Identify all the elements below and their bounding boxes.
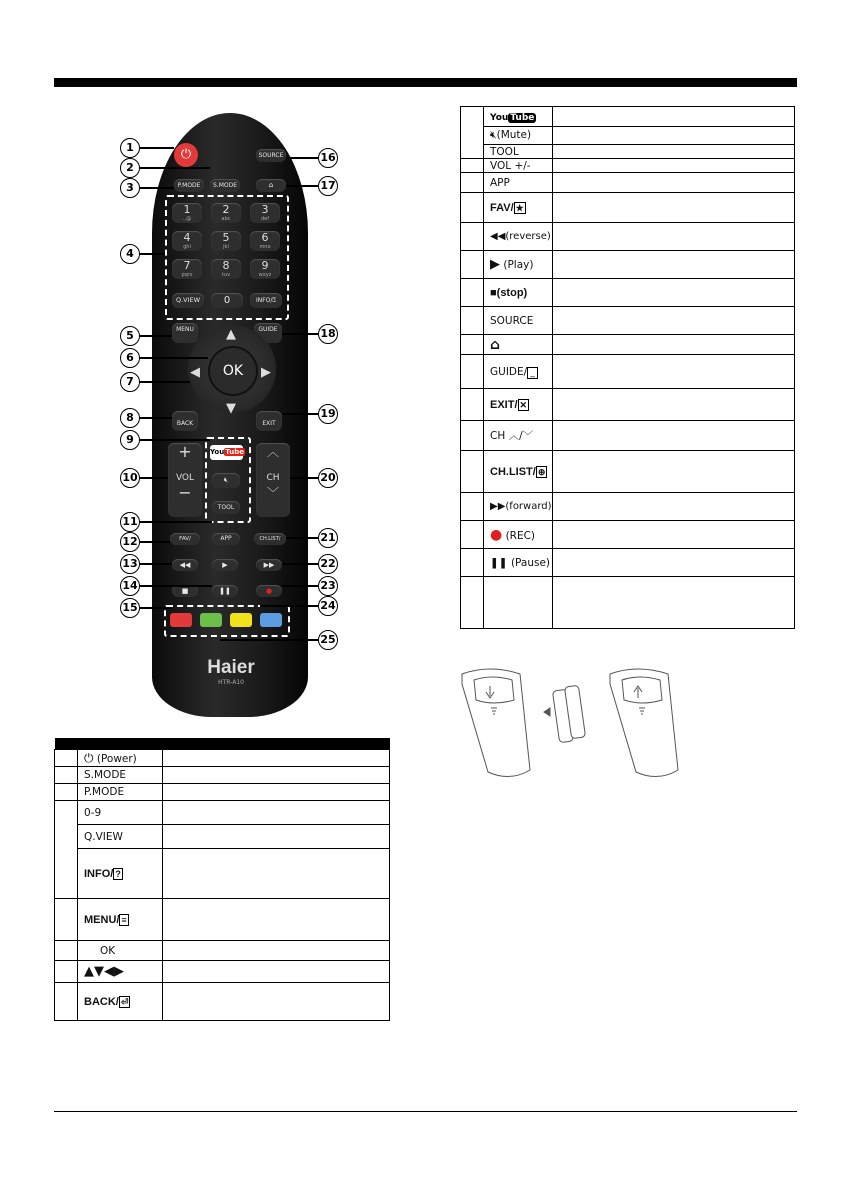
fav-button: FAV/ <box>170 533 200 545</box>
number-letters: mno <box>259 244 271 250</box>
number-letters: wxyz <box>258 272 272 278</box>
row-label: CH.LIST/ <box>490 465 536 478</box>
number-digit: 5 <box>222 231 230 244</box>
row-label: S.MODE <box>78 767 163 784</box>
callout-number: 13 <box>120 554 140 574</box>
callout-number: 4 <box>120 244 140 264</box>
table-row <box>461 127 795 145</box>
row-label: (Play) <box>503 259 534 271</box>
callout-leader-line <box>140 417 172 419</box>
callout-number: 17 <box>318 176 338 196</box>
zero-button: 0 <box>211 293 243 308</box>
callout-leader-line <box>140 439 210 441</box>
fast-forward-icon: ▶▶ <box>263 561 275 569</box>
table-row <box>461 355 795 389</box>
row-label: (stop) <box>496 286 528 299</box>
number-letters: abc <box>221 216 231 222</box>
mute-icon: 🔇︎ <box>223 476 229 484</box>
callout-leader-line <box>140 253 165 255</box>
tool-button: TOOL <box>212 501 240 514</box>
row-label: (Mute) <box>496 129 532 141</box>
callout-number: 15 <box>120 598 140 618</box>
row-label: BACK/ <box>84 995 119 1008</box>
callout-number: 7 <box>120 372 140 392</box>
number-digit: 8 <box>222 259 230 272</box>
callout-leader-line <box>140 477 168 479</box>
stop-button <box>172 585 198 597</box>
table-row <box>461 145 795 159</box>
callout-number: 10 <box>120 468 140 488</box>
ch-up-down-icon: ︿/﹀ <box>508 430 534 442</box>
table-row <box>461 493 795 521</box>
callout-leader-line <box>140 563 172 565</box>
number-digit: 6 <box>261 231 269 244</box>
callout-leader-line <box>282 563 318 565</box>
home-button <box>256 179 286 192</box>
mute-icon: 🔇︎ <box>490 129 497 141</box>
chlist-button: CH.LIST/ <box>254 533 286 545</box>
number-button <box>172 259 202 279</box>
table-row <box>461 335 795 355</box>
number-digit: 2 <box>222 203 230 216</box>
table-row <box>55 750 390 767</box>
arrow-up-icon: ▲ <box>226 327 236 342</box>
callout-leader-line <box>290 477 318 479</box>
callout-number: 6 <box>120 348 140 368</box>
table-row <box>461 159 795 173</box>
table-row <box>55 767 390 784</box>
callout-leader-line <box>286 157 318 159</box>
number-digit: 9 <box>261 259 269 272</box>
guide-button: GUIDE <box>254 323 282 343</box>
table-row <box>461 421 795 451</box>
color-button <box>230 613 252 627</box>
callout-number: 8 <box>120 408 140 428</box>
batteries <box>544 685 586 742</box>
table-row <box>461 521 795 549</box>
record-icon: ● <box>265 587 273 595</box>
number-button <box>250 203 280 223</box>
remote-back-closed <box>610 669 678 777</box>
color-button <box>260 613 282 627</box>
callout-number: 5 <box>120 326 140 346</box>
stop-icon: ■ <box>490 286 497 299</box>
exit-button: EXIT <box>256 411 282 431</box>
callout-number: 21 <box>318 528 338 548</box>
rec-button <box>256 585 282 597</box>
number-letters: tuv <box>221 272 231 278</box>
number-digit: 4 <box>183 231 191 244</box>
source-button: SOURCE <box>256 149 286 162</box>
row-label: Q.VIEW <box>78 825 163 849</box>
number-letters: def <box>260 216 269 222</box>
callout-leader-line <box>140 381 190 383</box>
number-letters: ghi <box>183 244 191 250</box>
number-button <box>211 259 241 279</box>
callout-number: 19 <box>318 404 338 424</box>
row-label: (Pause) <box>510 556 551 569</box>
table-row <box>461 389 795 421</box>
table-row <box>461 279 795 307</box>
header-bar <box>54 78 797 87</box>
callout-number: 1 <box>120 138 140 158</box>
youtube-icon: You Tube <box>490 112 535 123</box>
table-row <box>55 825 390 849</box>
arrow-down-icon: ▼ <box>226 401 236 416</box>
brand-logo: Haier <box>207 657 255 678</box>
callout-leader-line <box>220 639 318 641</box>
callout-number: 24 <box>318 596 338 616</box>
fav-box-icon: ★ <box>515 202 524 213</box>
table-header <box>55 738 390 750</box>
record-icon: ● <box>490 526 503 543</box>
left-function-table <box>54 738 390 1021</box>
color-button <box>170 613 192 627</box>
play-icon: ▶ <box>490 257 500 272</box>
power-button: ⏻ <box>174 143 198 167</box>
pause-icon: ❚❚ <box>490 556 508 569</box>
footer-rule <box>54 1111 797 1112</box>
number-button <box>172 203 202 223</box>
number-button <box>211 231 241 251</box>
right-function-table <box>460 106 795 629</box>
youtube-button: YouTube <box>210 445 243 460</box>
pause-button <box>212 585 238 597</box>
callout-number: 14 <box>120 576 140 596</box>
table-row <box>461 107 795 127</box>
table-row <box>461 451 795 493</box>
ch-label: CH <box>266 473 280 483</box>
callout-number: 9 <box>120 430 140 450</box>
callout-leader-line <box>260 605 318 607</box>
callout-leader-line <box>286 185 318 187</box>
table-row <box>461 577 795 629</box>
arrow-keys-icon: ▲▼◀▶ <box>78 961 163 983</box>
callout-leader-line <box>282 413 318 415</box>
callout-number: 23 <box>318 576 338 596</box>
callout-leader-line <box>140 357 208 359</box>
callout-leader-line <box>282 585 318 587</box>
number-digit: 1 <box>183 203 191 216</box>
pause-icon: ❚❚ <box>219 587 231 595</box>
back-button: BACK <box>172 411 198 431</box>
callout-leader-line <box>140 335 172 337</box>
table-row <box>55 899 390 941</box>
number-button <box>172 231 202 251</box>
row-label: EXIT/ <box>490 398 518 411</box>
row-label: FAV/ <box>490 201 514 214</box>
table-row <box>55 983 390 1021</box>
info-box-icon: ? <box>115 868 121 879</box>
remote-back-open <box>462 669 530 777</box>
pmode-button: P.MODE <box>174 179 204 192</box>
number-digit: 7 <box>183 259 191 272</box>
callout-leader-line <box>140 187 174 189</box>
remote-illustration <box>110 105 410 725</box>
row-label: INFO/ <box>84 867 114 880</box>
color-button <box>200 613 222 627</box>
row-label: SOURCE <box>484 307 553 335</box>
row-label: P.MODE <box>78 784 163 801</box>
callout-number: 25 <box>318 630 338 650</box>
vol-rocker: + VOL − <box>168 443 202 517</box>
number-button <box>250 259 280 279</box>
row-label: (forward) <box>505 501 552 512</box>
menu-button: MENU <box>172 323 198 343</box>
row-label: (REC) <box>505 529 536 542</box>
fast-forward-icon: ▶▶ <box>490 501 506 512</box>
table-row <box>55 941 390 961</box>
battery-installation-illustration <box>460 660 700 780</box>
forward-button <box>256 559 282 571</box>
table-row <box>461 173 795 193</box>
arrow-right-icon: ▶ <box>261 365 271 380</box>
model-label: HTR-A10 <box>218 679 244 686</box>
callout-leader-line <box>282 333 318 335</box>
number-letters: jkl <box>223 244 229 250</box>
row-label: CH <box>490 430 506 442</box>
callout-number: 12 <box>120 532 140 552</box>
callout-number: 22 <box>318 554 338 574</box>
exit-box-icon: ✕ <box>519 399 528 410</box>
table-row <box>55 961 390 983</box>
callout-number: 11 <box>120 512 140 532</box>
row-label: MENU/ <box>84 913 120 926</box>
row-label: 0-9 <box>78 801 163 825</box>
stop-icon: ■ <box>181 587 189 595</box>
table-row <box>461 223 795 251</box>
callout-number: 16 <box>318 148 338 168</box>
number-letters: pqrs <box>181 272 193 278</box>
callout-leader-line <box>140 147 174 149</box>
callout-leader-line <box>140 521 212 523</box>
callout-number: 18 <box>318 324 338 344</box>
app-button: APP <box>212 533 240 545</box>
play-icon: ▶ <box>222 561 228 569</box>
chlist-box-icon: ⊕ <box>537 466 546 477</box>
table-row <box>461 549 795 577</box>
number-letters: .,@ <box>182 216 192 222</box>
info-button: INFO/⍰ <box>250 293 282 308</box>
callout-number: 20 <box>318 468 338 488</box>
row-label: APP <box>484 173 553 193</box>
number-button <box>250 231 280 251</box>
row-label: TOOL <box>484 145 553 159</box>
qview-button: Q.VIEW <box>172 293 204 308</box>
table-row <box>461 251 795 279</box>
back-box-icon: ⏎ <box>120 996 129 1007</box>
power-icon: ⏻ <box>84 750 94 765</box>
ch-rocker: ︿ CH ﹀ <box>256 443 290 517</box>
row-label: OK <box>100 944 116 957</box>
callout-leader-line <box>140 607 172 609</box>
vol-label: VOL <box>175 473 195 483</box>
row-label: GUIDE/ <box>490 365 528 378</box>
menu-box-icon: ≡ <box>121 914 127 925</box>
callout-number: 2 <box>120 158 140 178</box>
callout-number: 3 <box>120 178 140 198</box>
home-icon: ⌂ <box>490 336 501 353</box>
table-row <box>55 849 390 899</box>
row-label: VOL +/- <box>484 159 553 173</box>
smode-button: S.MODE <box>210 179 240 192</box>
rewind-icon: ◀◀ <box>179 561 191 569</box>
rewind-button <box>172 559 198 571</box>
rewind-icon: ◀◀ <box>490 231 506 242</box>
callout-leader-line <box>286 537 318 539</box>
number-button <box>211 203 241 223</box>
ok-button: OK <box>208 346 258 396</box>
mute-button <box>212 473 240 488</box>
callout-leader-line <box>140 167 210 169</box>
arrow-left-icon: ◀ <box>190 365 200 380</box>
number-digit: 3 <box>261 203 269 216</box>
callout-leader-line <box>140 541 170 543</box>
table-row <box>461 307 795 335</box>
callout-leader-line <box>140 585 212 587</box>
row-label: (reverse) <box>505 231 551 242</box>
table-row <box>461 193 795 223</box>
play-button <box>212 559 238 571</box>
row-label: (Power) <box>96 752 137 765</box>
table-row <box>55 801 390 825</box>
guide-box-icon: _ <box>527 367 538 379</box>
table-row <box>55 784 390 801</box>
home-icon: ⌂ <box>268 181 274 189</box>
